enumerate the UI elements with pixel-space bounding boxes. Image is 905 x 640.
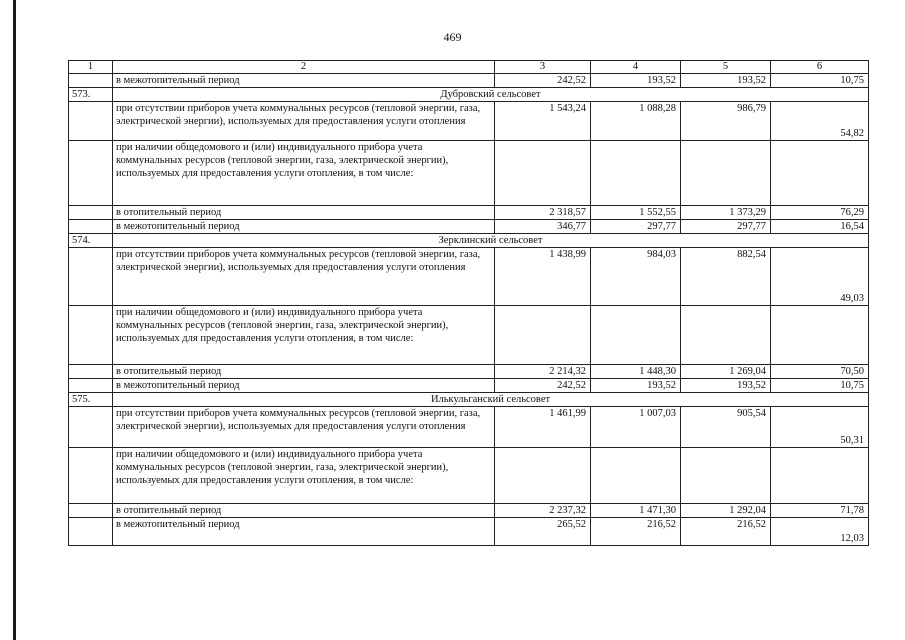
value-cell: 1 088,28 [591, 102, 681, 141]
row-label: в межотопительный период [113, 518, 495, 546]
value-cell: 265,52 [495, 518, 591, 546]
value-cell [681, 448, 771, 504]
table-row [69, 74, 869, 88]
row-label: при отсутствии приборов учета коммунальных ресурсов (тепловой энергии, газа, электрической энергии), используемых для предоставления услуги отопления [113, 407, 495, 448]
value-cell: 54,82 [771, 102, 869, 141]
table-row [69, 141, 869, 206]
section-number: 573. [69, 88, 113, 102]
row-label: при наличии общедомового и (или) индивидуального прибора учета коммунальных ресурсов (тепловой энергии, газа, электрической энергии), используемых для предоставления услуги отопления, в том числе: [113, 448, 495, 504]
value-cell: 2 318,57 [495, 206, 591, 220]
row-label: в отопительный период [113, 206, 495, 220]
value-cell: 882,54 [681, 248, 771, 306]
table-row [69, 518, 869, 546]
row-number-cell [69, 407, 113, 448]
value-cell [771, 141, 869, 206]
value-cell: 71,78 [771, 504, 869, 518]
value-cell: 10,75 [771, 74, 869, 88]
row-label: при наличии общедомового и (или) индивидуального прибора учета коммунальных ресурсов (тепловой энергии, газа, электрической энергии), используемых для предоставления услуги отопления, в том числе: [113, 141, 495, 206]
value-cell: 1 007,03 [591, 407, 681, 448]
section-title: Дубровский сельсовет [113, 88, 869, 102]
value-cell: 242,52 [495, 74, 591, 88]
value-cell: 1 448,30 [591, 365, 681, 379]
row-label: при отсутствии приборов учета коммунальных ресурсов (тепловой энергии, газа, электрической энергии), используемых для предоставления услуги отопления [113, 102, 495, 141]
value-cell [591, 141, 681, 206]
row-number-cell [69, 504, 113, 518]
row-number-cell [69, 141, 113, 206]
section-number: 575. [69, 393, 113, 407]
value-cell: 346,77 [495, 220, 591, 234]
table-row [69, 102, 869, 141]
section-title: Зерклинский сельсовет [113, 234, 869, 248]
value-cell: 193,52 [591, 74, 681, 88]
value-cell: 242,52 [495, 379, 591, 393]
value-cell: 50,31 [771, 407, 869, 448]
row-number-cell [69, 306, 113, 365]
value-cell [495, 448, 591, 504]
value-cell: 49,03 [771, 248, 869, 306]
row-number-cell [69, 365, 113, 379]
value-cell: 1 543,24 [495, 102, 591, 141]
column-header: 3 [495, 61, 591, 74]
value-cell: 1 471,30 [591, 504, 681, 518]
value-cell: 10,75 [771, 379, 869, 393]
table-row [69, 306, 869, 365]
value-cell: 12,03 [771, 518, 869, 546]
value-cell: 1 373,29 [681, 206, 771, 220]
value-cell: 16,54 [771, 220, 869, 234]
section-number: 574. [69, 234, 113, 248]
row-number-cell [69, 206, 113, 220]
value-cell: 1 292,04 [681, 504, 771, 518]
value-cell: 193,52 [591, 379, 681, 393]
row-label: в отопительный период [113, 504, 495, 518]
column-header: 2 [113, 61, 495, 74]
section-title: Илькульганский сельсовет [113, 393, 869, 407]
value-cell: 984,03 [591, 248, 681, 306]
table-row [69, 248, 869, 306]
row-number-cell [69, 102, 113, 141]
table-row [69, 407, 869, 448]
row-label: в межотопительный период [113, 379, 495, 393]
row-label: в отопительный период [113, 365, 495, 379]
value-cell [681, 306, 771, 365]
value-cell: 2 214,32 [495, 365, 591, 379]
value-cell: 193,52 [681, 379, 771, 393]
table-row [69, 379, 869, 393]
value-cell [771, 448, 869, 504]
page-number: 469 [443, 30, 462, 44]
value-cell: 193,52 [681, 74, 771, 88]
value-cell: 297,77 [591, 220, 681, 234]
row-number-cell [69, 220, 113, 234]
column-header: 4 [591, 61, 681, 74]
value-cell: 1 269,04 [681, 365, 771, 379]
section-row [69, 234, 869, 248]
value-cell: 905,54 [681, 407, 771, 448]
value-cell: 216,52 [681, 518, 771, 546]
value-cell [495, 306, 591, 365]
value-cell: 1 438,99 [495, 248, 591, 306]
value-cell [591, 448, 681, 504]
value-cell: 70,50 [771, 365, 869, 379]
section-row [69, 88, 869, 102]
row-number-cell [69, 379, 113, 393]
row-number-cell [69, 448, 113, 504]
table-row [69, 220, 869, 234]
column-header: 1 [69, 61, 113, 74]
scan-edge [13, 0, 16, 640]
row-label: при отсутствии приборов учета коммунальных ресурсов (тепловой энергии, газа, электрической энергии), используемых для предоставления услуги отопления [113, 248, 495, 306]
column-header: 6 [771, 61, 869, 74]
section-row [69, 393, 869, 407]
row-label: в межотопительный период [113, 220, 495, 234]
value-cell: 76,29 [771, 206, 869, 220]
column-header: 5 [681, 61, 771, 74]
value-cell: 986,79 [681, 102, 771, 141]
value-cell [681, 141, 771, 206]
row-label: при наличии общедомового и (или) индивидуального прибора учета коммунальных ресурсов (тепловой энергии, газа, электрической энергии), используемых для предоставления услуги отопления, в том числе: [113, 306, 495, 365]
row-number-cell [69, 248, 113, 306]
table-row [69, 206, 869, 220]
value-cell [591, 306, 681, 365]
value-cell [495, 141, 591, 206]
tariff-table [68, 60, 869, 546]
value-cell [771, 306, 869, 365]
value-cell: 216,52 [591, 518, 681, 546]
value-cell: 1 552,55 [591, 206, 681, 220]
table-row [69, 365, 869, 379]
table-row [69, 448, 869, 504]
value-cell: 2 237,32 [495, 504, 591, 518]
column-header-row [69, 61, 869, 74]
table-row [69, 504, 869, 518]
row-number-cell [69, 518, 113, 546]
row-label: в межотопительный период [113, 74, 495, 88]
value-cell: 1 461,99 [495, 407, 591, 448]
value-cell: 297,77 [681, 220, 771, 234]
row-number-cell [69, 74, 113, 88]
